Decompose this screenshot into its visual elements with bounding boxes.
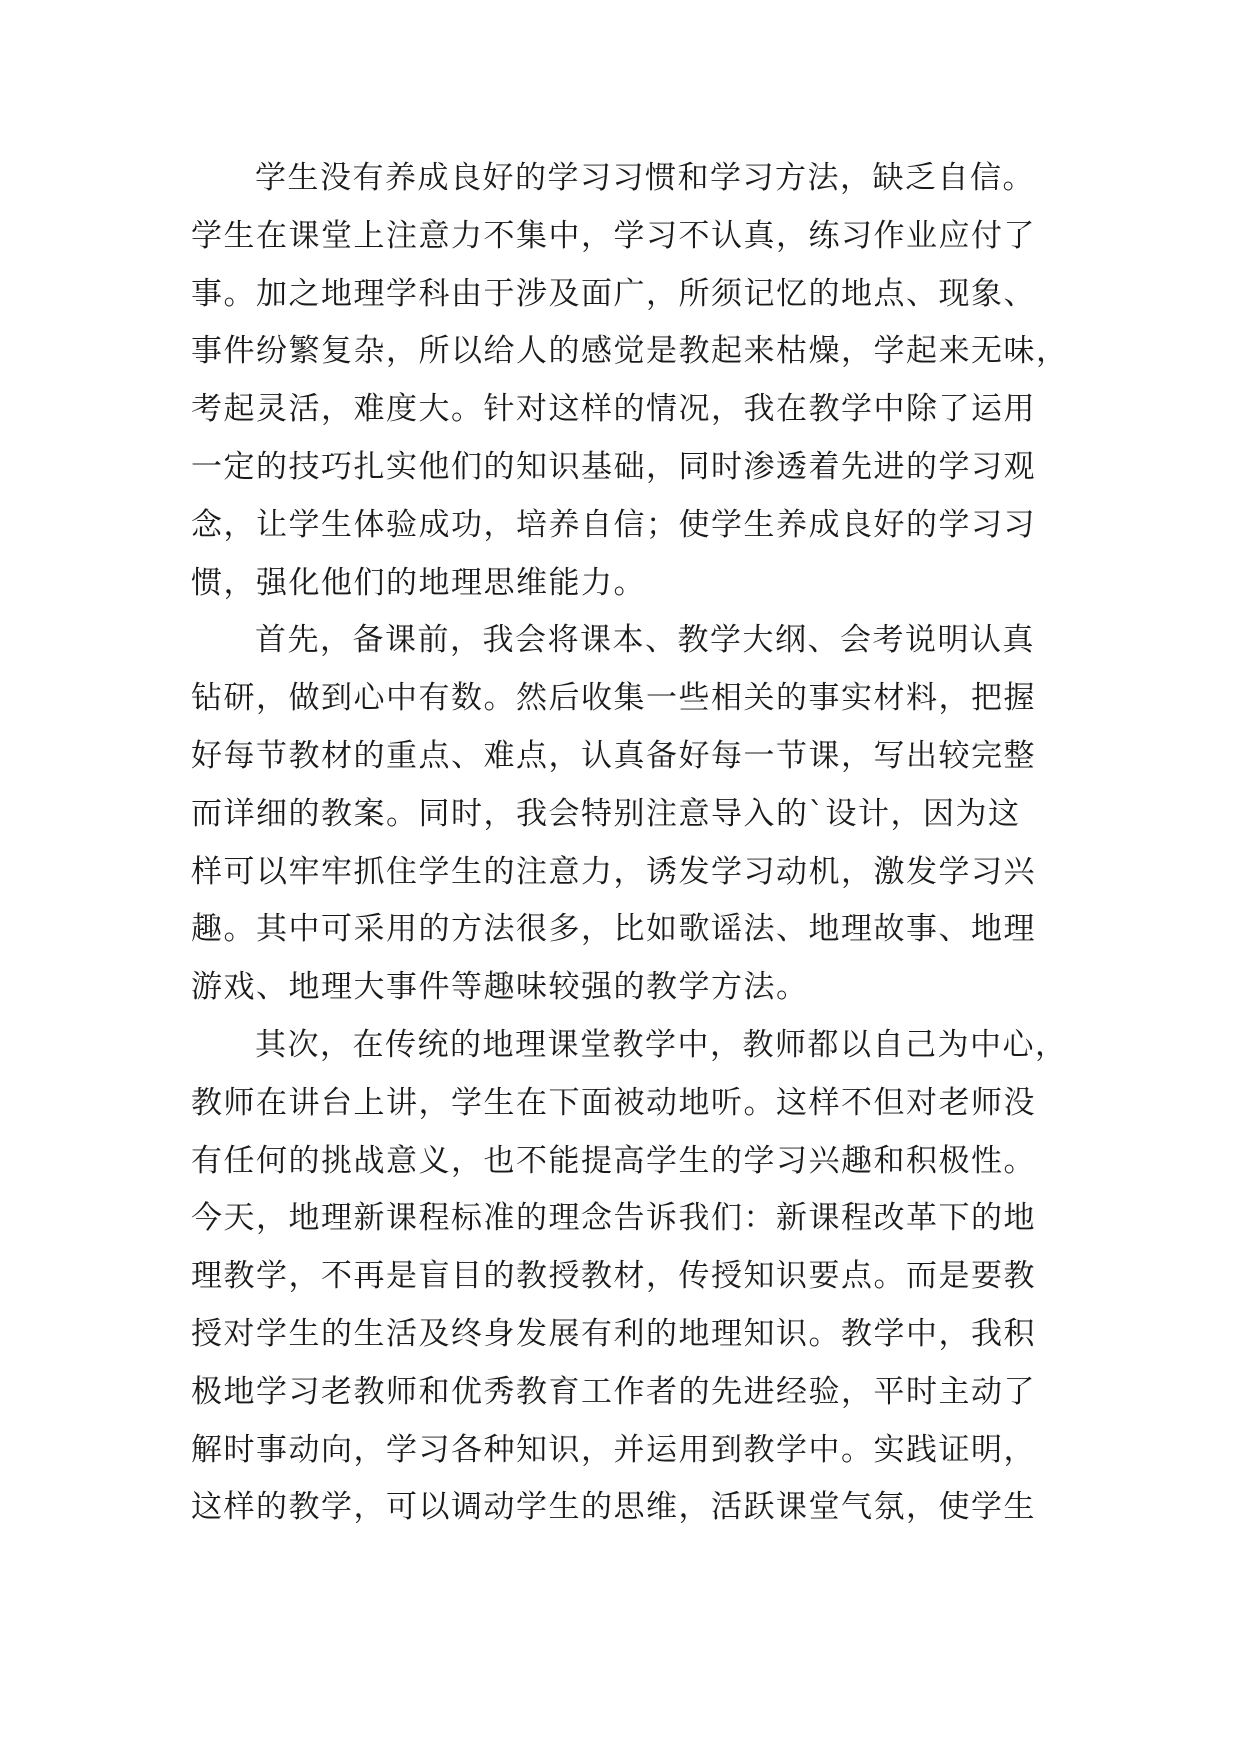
paragraph-line: 有任何的挑战意义，也不能提高学生的学习兴趣和积极性。 [191,1142,1036,1179]
body-text [191,150,1071,1537]
paragraph-line: 考起灵活，难度大。针对这样的情况，我在教学中除了运用 [191,391,1036,428]
paragraph-line: 而详细的教案。同时，我会特别注意导入的`设计，因为这 [191,795,1021,832]
paragraph-line: 极地学习老教师和优秀教育工作者的先进经验，平时主动了 [191,1373,1036,1410]
paragraph-line: 解时事动向，学习各种知识，并运用到教学中。实践证明， [191,1431,1036,1468]
paragraph-line: 今天，地理新课程标准的理念告诉我们：新课程改革下的地 [191,1200,1036,1237]
paragraph-line: 钻研，做到心中有数。然后收集一些相关的事实材料，把握 [191,680,1036,717]
paragraph-line: 授对学生的生活及终身发展有利的地理知识。教学中，我积 [191,1315,1036,1352]
paragraph-line: 学生在课堂上注意力不集中，学习不认真，练习作业应付了 [191,217,1036,254]
paragraph-line: 其次，在传统的地理课堂教学中，教师都以自己为中心， [255,1026,1068,1063]
paragraph-line: 趣。其中可采用的方法很多，比如歌谣法、地理故事、地理 [191,911,1036,948]
paragraph-line: 事件纷繁复杂，所以给人的感觉是教起来枯燥，学起来无味， [191,333,1069,370]
paragraph-line: 好每节教材的重点、难点，认真备好每一节课，写出较完整 [191,737,1036,774]
paragraph-line: 事。加之地理学科由于涉及面广，所须记忆的地点、现象、 [191,275,1036,312]
paragraph-line: 首先，备课前，我会将课本、教学大纲、会考说明认真 [255,622,1035,659]
paragraph-line: 一定的技巧扎实他们的知识基础，同时渗透着先进的学习观 [191,448,1036,485]
paragraph-line: 教师在讲台上讲，学生在下面被动地听。这样不但对老师没 [191,1084,1036,1121]
paragraph-line: 样可以牢牢抓住学生的注意力，诱发学习动机，激发学习兴 [191,853,1036,890]
paragraph-line: 这样的教学，可以调动学生的思维，活跃课堂气氛，使学生 [191,1489,1036,1526]
paragraph-line: 惯，强化他们的地理思维能力。 [191,564,646,601]
paragraph-line: 念，让学生体验成功，培养自信；使学生养成良好的学习习 [191,506,1036,543]
paragraph-line: 学生没有养成良好的学习习惯和学习方法，缺乏自信。 [255,160,1035,196]
paragraph-line: 理教学，不再是盲目的教授教材，传授知识要点。而是要教 [191,1258,1036,1295]
paragraph-line: 游戏、地理大事件等趣味较强的教学方法。 [191,969,809,1006]
